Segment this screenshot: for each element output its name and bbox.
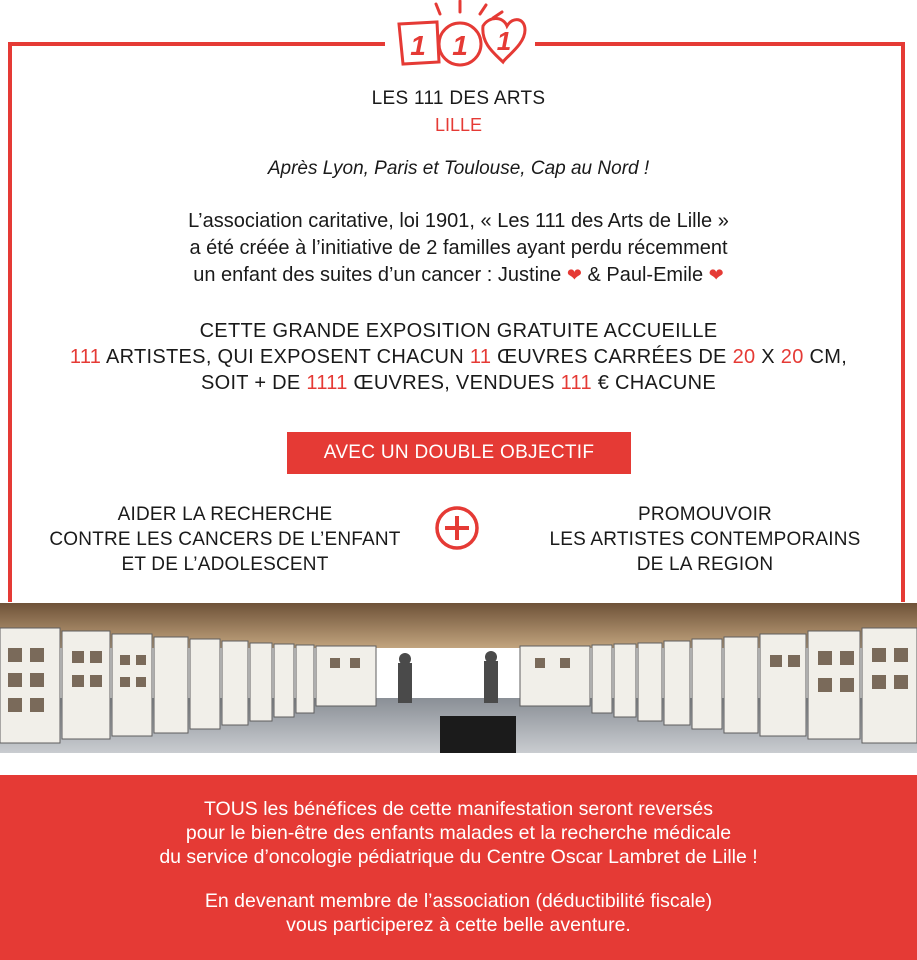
- double-objective-banner: AVEC UN DOUBLE OBJECTIF: [287, 432, 631, 474]
- plus-circle-icon: [433, 504, 481, 552]
- goal-artists-line-3: DE LA REGION: [636, 554, 774, 575]
- goal-artists-line-2: LES ARTISTES CONTEMPORAINS: [549, 529, 861, 550]
- svg-text:1: 1: [410, 30, 426, 61]
- intro-line-2: a été créée à l’initiative de 2 familles ayant perdu récemment: [189, 237, 728, 259]
- page-title: LES 111 DES ARTS: [371, 88, 546, 109]
- goal-research-line-2: CONTRE LES CANCERS DE L’ENFANT: [49, 529, 401, 550]
- exhibition-text-segment: ŒUVRES CARRÉES DE: [491, 346, 733, 368]
- svg-text:1: 1: [496, 26, 512, 56]
- footer-paragraph-1: [0, 797, 917, 869]
- price: 111: [560, 372, 592, 394]
- tagline: Après Lyon, Paris et Toulouse, Cap au Nord !: [267, 158, 650, 179]
- footer-banner: [0, 775, 917, 960]
- exhibition-text-segment: ŒUVRES, VENDUES: [347, 372, 561, 394]
- goal-artists: [500, 502, 910, 577]
- works-per-artist: 11: [469, 346, 492, 368]
- footer-line: pour le bien-être des enfants malades et la recherche médicale: [185, 822, 732, 844]
- city-label: LILLE: [434, 115, 483, 135]
- logo-111-icon: [385, 0, 535, 75]
- exhibition-text-segment: € CHACUNE: [591, 372, 717, 394]
- svg-text:1: 1: [452, 30, 468, 61]
- intro-line-3-name: & Paul-Emile: [587, 264, 704, 286]
- size-width: 20: [732, 346, 756, 368]
- total-works: 1111: [306, 372, 348, 394]
- exhibition-text-segment: ARTISTES, QUI EXPOSENT CHACUN: [101, 346, 470, 368]
- exhibition-line-1: CETTE GRANDE EXPOSITION GRATUITE ACCUEILLE: [199, 320, 718, 342]
- footer-line: vous participerez à cette belle aventure.: [286, 914, 631, 936]
- footer-line: du service d’oncologie pédiatrique du Centre Oscar Lambret de Lille !: [159, 846, 758, 868]
- goal-research-line-1: AIDER LA RECHERCHE: [117, 504, 333, 525]
- intro-line-1: L’association caritative, loi 1901, « Les 111 des Arts de Lille »: [188, 210, 729, 232]
- heart-icon: ❤: [566, 265, 582, 285]
- footer-line: En devenant membre de l’association (déductibilité fiscale): [204, 890, 713, 912]
- artist-count: 111: [69, 346, 102, 368]
- exhibition-text-segment: CM,: [803, 346, 848, 368]
- exhibition-photo: [0, 603, 917, 753]
- footer-paragraph-2: [0, 889, 917, 937]
- exhibition-text-segment: X: [755, 346, 781, 368]
- exhibition-line-2: [0, 344, 917, 370]
- intro-line-3-text: un enfant des suites d’un cancer : Justine: [193, 264, 562, 286]
- exhibition-text-segment: SOIT + DE: [200, 372, 307, 394]
- heart-icon: ❤: [708, 265, 724, 285]
- size-height: 20: [780, 346, 804, 368]
- intro-line-3: [0, 262, 917, 289]
- exhibition-text: [0, 318, 917, 396]
- goal-research-line-3: ET DE L’ADOLESCENT: [121, 554, 329, 575]
- goal-artists-line-1: PROMOUVOIR: [638, 504, 772, 525]
- goal-research: [20, 502, 430, 577]
- intro-paragraph: [0, 208, 917, 289]
- footer-line: TOUS les bénéfices de cette manifestation seront reversés: [203, 798, 714, 820]
- logo: [385, 0, 535, 75]
- exhibition-line-3: [0, 370, 917, 396]
